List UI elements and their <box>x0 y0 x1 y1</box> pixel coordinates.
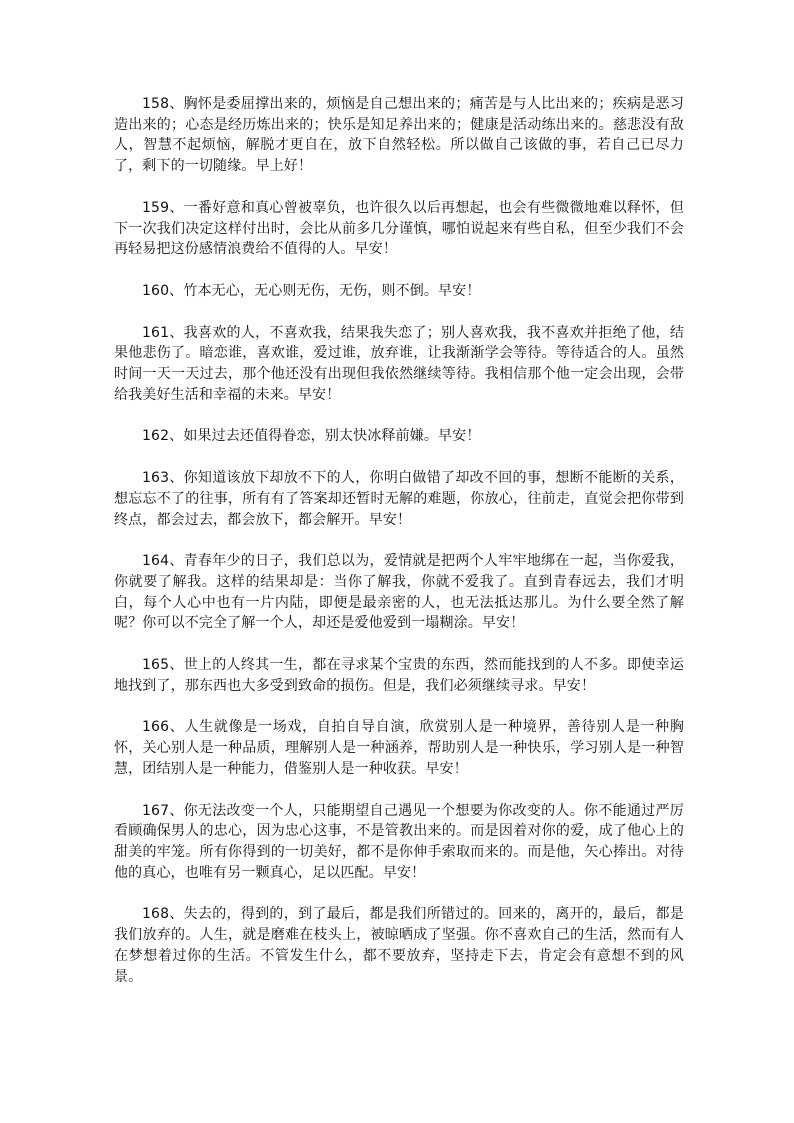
paragraph-164: 164、青春年少的日子，我们总以为，爱情就是把两个人牢牢地绑在一起，当你爱我，你就要了解我。这样的结果却是：当你了解我，你就不爱我了。直到青春远去，我们才明白，每个人心中也有一片内陆，即便是最亲密的人，也无法抵达那儿。为什么要全然了解呢？你可以不完全了解一个人，却还是爱他爱到一塌糊涂。早安！ <box>114 553 684 632</box>
paragraph-163: 163、你知道该放下却放不下的人，你明白做错了却改不回的事，想断不能断的关系，想忘忘不了的往事，所有有了答案却还暂时无解的难题，你放心，往前走，直觉会把你带到终点，都会过去，都会放下，都会解开。早安！ <box>114 470 684 528</box>
paragraph-160: 160、竹本无心，无心则无伤，无伤，则不倒。早安！ <box>142 282 481 299</box>
paragraph-166: 166、人生就像是一场戏，自拍自导自演，欣赏别人是一种境界，善待别人是一种胸怀，关心别人是一种品质，理解别人是一种涵养，帮助别人是一种快乐，学习别人是一种智慧，团结别人是一种能力，借鉴别人是一种收获。早安！ <box>114 719 684 777</box>
paragraph-167: 167、你无法改变一个人，只能期望自己遇见一个想要为你改变的人。你不能通过严厉看顾确保男人的忠心，因为忠心这事，不是管教出来的。而是因着对你的爱，成了他心上的甜美的牢笼。所有你得到的一切美好，都不是你伸手索取而来的。而是他，矢心捧出。对待他的真心，也唯有另一颗真心，足以匹配。早安！ <box>114 802 684 881</box>
paragraph-165: 165、世上的人终其一生，都在寻求某个宝贵的东西，然而能找到的人不多。即使幸运地找到了，那东西也大多受到致命的损伤。但是，我们必须继续寻求。早安！ <box>114 657 684 694</box>
paragraph-158: 158、胸怀是委屈撑出来的，烦恼是自己想出来的；痛苦是与人比出来的；疾病是恶习造出来的；心态是经历炼出来的；快乐是知足养出来的；健康是活动练出来的。慈悲没有敌人，智慧不起烦恼，解脱才更自在，放下自然轻松。所以做自己该做的事，若自己已尽力了，剩下的一切随缘。早上好！ <box>114 96 684 175</box>
paragraph-162: 162、如果过去还值得眷恋，别太快冰释前嫌。早安！ <box>142 428 481 445</box>
paragraph-159: 159、一番好意和真心曾被辜负，也许很久以后再想起，也会有些微微地难以释怀，但下一次我们决定这样付出时，会比从前多几分谨慎，哪怕说起来有些自私，但至少我们不会再轻易把这份感情浪费给不值得的人。早安！ <box>114 199 684 258</box>
paragraph-161: 161、我喜欢的人，不喜欢我，结果我失恋了；别人喜欢我，我不喜欢并拒绝了他，结果他悲伤了。暗恋谁，喜欢谁，爱过谁，放弃谁，让我渐渐学会等待。等待适合的人。虽然时间一天一天过去，那个他还没有出现但我依然继续等待。我相信那个他一定会出现，会带给我美好生活和幸福的未来。早安！ <box>114 324 684 403</box>
document-page <box>114 94 684 1008</box>
paragraph-168: 168、失去的，得到的，到了最后，都是我们所错过的。回来的，离开的，最后，都是我们放弃的。人生，就是磨难在枝头上，被晾晒成了坚强。你不喜欢自己的生活，然而有人在梦想着过你的生活。不管发生什么，都不要放弃，坚持走下去，肯定会有意想不到的风景。 <box>114 906 684 985</box>
